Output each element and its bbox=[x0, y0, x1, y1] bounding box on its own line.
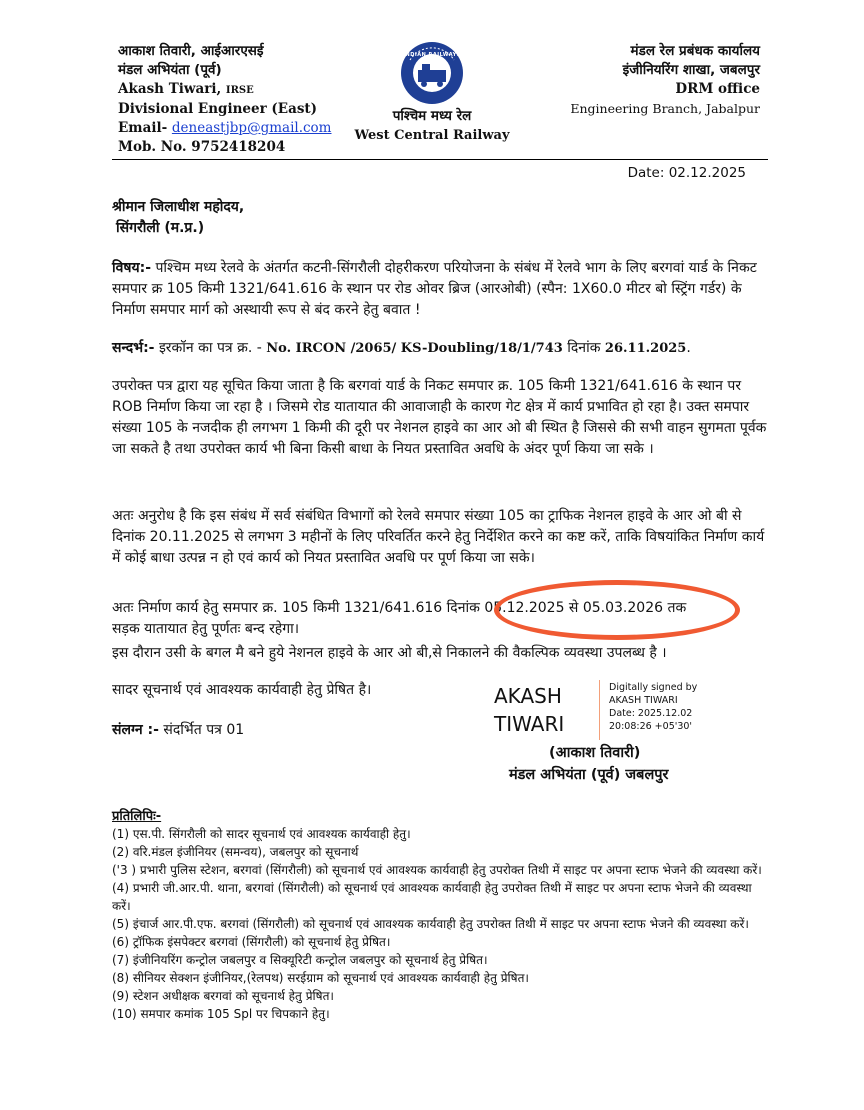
signature-name-line2: TIWARI bbox=[494, 712, 565, 736]
digital-sig-line: 20:08:26 +05'30' bbox=[609, 721, 693, 732]
subject-label: विषय:- bbox=[112, 260, 152, 276]
signature-name bbox=[494, 682, 564, 738]
digital-sig-line: Digitally signed by bbox=[609, 682, 698, 693]
reference-label: सन्दर्भ:- bbox=[112, 340, 155, 356]
reference-number: No. IRCON /2065/ KS-Doubling/18/1/743 bbox=[266, 341, 563, 356]
list-item: (4) प्रभारी जी.आर.पी. थाना, बरगवां (सिंगरौली) को सूचनार्थ एवं आवश्यक कार्यवाही हेतु उपरोक्त तिथी में साइट पर अपना स्टाफ भेजने की व्यवस्था करें। bbox=[112, 881, 752, 913]
indian-railways-logo bbox=[392, 40, 472, 106]
closure-dates: 05.12.2025 से 05.03.2026 तक bbox=[484, 600, 687, 616]
sender-block bbox=[118, 42, 332, 157]
sender-title-en: Divisional Engineer (East) bbox=[118, 101, 318, 117]
branch-name-en: Engineering Branch, Jabalpur bbox=[570, 101, 760, 116]
list-item: (5) इंचार्ज आर.पी.एफ. बरगवां (सिंगरौली) को सूचनार्थ एवं आवश्यक कार्यवाही हेतु उपरोक्त तिथी में साइट पर अपना स्टाफ भेजने की व्यवस्था करें। bbox=[112, 917, 749, 931]
sender-email: Email- deneastjbp@gmail.com bbox=[118, 120, 332, 136]
sender-title-hi: मंडल अभियंता (पूर्व) bbox=[118, 62, 222, 78]
list-item: (2) वरि.मंडल इंजीनियर (समन्वय), जबलपुर को सूचनार्थ bbox=[112, 845, 359, 859]
enclosure-label: संलग्न :- bbox=[112, 722, 159, 738]
body-paragraph-1: उपरोक्त पत्र द्वारा यह सूचित किया जाता है कि बरगवां यार्ड के निकट समपार क्र. 105 किमी 1321/641.616 के स्थान पर ROB निर्माण किया जा रहा है । जिसमे रोड यातायात की आवाजाही के कारण गेट क्षेत्र में कार्य प्रभावित हो रहा है। उक्त समपार संख्या 105 के नजदीक ही लगभग 1 किमी की दूरी पर नेशनल हाइवे का आर ओ बी स्थित है जिससे की सभी वाहन सुगमता पूर्वक जा सकते है तथा उपरोक्त कार्य भी बिना किसी बाधा के नियत प्रस्तावित अवधि के अंदर पूर्ण किया जा सके । bbox=[112, 378, 767, 457]
railway-emblem-icon bbox=[392, 40, 472, 106]
letter-date: Date: 02.12.2025 bbox=[627, 165, 746, 181]
digital-sig-line: Date: 2025.12.02 bbox=[609, 708, 693, 719]
list-item: (6) ट्रॉफिक इंसपेक्टर बरगवां (सिंगरौली) को सूचनार्थ हेतु प्रेषित। bbox=[112, 935, 391, 949]
signatory-title-hi: मंडल अभियंता (पूर्व) जबलपुर bbox=[509, 767, 669, 783]
closure-text-start: अतः निर्माण कार्य हेतु समपार क्र. 105 किमी 1321/641.616 दिनांक bbox=[112, 600, 480, 616]
org-name-hi: पश्चिम मध्य रेल bbox=[392, 108, 472, 124]
logo-text: INDIAN RAILWAYS bbox=[403, 52, 461, 58]
forwarding-line: सादर सूचनार्थ एवं आवश्यक कार्यवाही हेतु प्रेषित है। bbox=[112, 682, 372, 698]
list-item: (7) इंजीनियरिंग कन्ट्रोल जबलपुर व सिक्यूरिटी कन्ट्रोल जबलपुर को सूचनार्थ हेतु प्रेषित। bbox=[112, 953, 488, 967]
digital-signature-block bbox=[609, 681, 697, 733]
highlight-ring bbox=[494, 580, 740, 640]
list-item: (1) एस.पी. सिंगरौली को सादर सूचनार्थ एवं आवश्यक कार्यवाही हेतु। bbox=[112, 827, 411, 841]
subject-text: पश्चिम मध्य रेलवे के अंतर्गत कटनी-सिंगरौली दोहरीकरण परियोजना के संबंध में रेलवे भाग के लिए बरगवां यार्ड के निकट समपार क्र 105 किमी 1321/641.616 के स्थान पर रोड ओवर ब्रिज (आरओबी) (स्पैन: 1X60.0 मीटर बो स्ट्रिंग गर्डर) के निर्माण समपार मार्ग को अस्थायी रूप से बंद करने हेतु बवात ! bbox=[112, 260, 757, 318]
list-item: (8) सीनियर सेक्शन इंजीनियर,(रेलपथ) सरईग्राम को सूचनार्थ एवं आवश्यक कार्यवाही हेतु प्रेषित। bbox=[112, 971, 529, 985]
reference-date-label: दिनांक bbox=[567, 340, 601, 356]
header-divider bbox=[112, 159, 768, 160]
reference-date: 26.11.2025 bbox=[604, 341, 687, 356]
copies-list bbox=[112, 825, 772, 1023]
signatory-name-hi: (आकाश तिवारी) bbox=[549, 745, 641, 761]
enclosure-text: संदर्भित पत्र 01 bbox=[163, 722, 245, 738]
sender-name-hi: आकाश तिवारी, आईआरएसई bbox=[118, 43, 264, 59]
office-name-hi: मंडल रेल प्रबंधक कार्यालय bbox=[630, 43, 760, 59]
digital-sig-line: AKASH TIWARI bbox=[609, 695, 678, 706]
addressee-line1: श्रीमान जिलाधीश महोदय, bbox=[112, 199, 245, 215]
sender-name-en: Akash Tiwari, IRSE bbox=[118, 81, 254, 97]
signature-divider bbox=[599, 680, 600, 740]
email-link[interactable]: deneastjbp@gmail.com bbox=[171, 120, 332, 136]
addressee-line2: सिंगरौली (म.प्र.) bbox=[116, 220, 205, 236]
body-paragraph-2: अतः अनुरोध है कि इस संबंध में सर्व संबंधित विभागों को रेलवे समपार संख्या 105 का ट्राफिक नेशनल हाइवे के आर ओ बी से दिनांक 20.11.2025 से लगभग 3 महीनों के लिए परिवर्तित करने हेतु निर्देशित करने का कष्ट करें, ताकि विषयांकित निर्माण कार्य में कोई बाधा उत्पन्न न हो एवं कार्य को नियत प्रस्तावित अवधि पर पूर्ण किया जा सके। bbox=[112, 508, 765, 566]
signature-name-line1: AKASH bbox=[494, 684, 562, 708]
list-item: (9) स्टेशन अधीक्षक बरगवां को सूचनार्थ हेतु प्रेषित। bbox=[112, 989, 334, 1003]
sender-mobile: Mob. No. 9752418204 bbox=[118, 139, 286, 155]
office-block bbox=[570, 42, 760, 118]
closure-text-end: सड़क यातायात हेतु पूर्णतः बन्द रहेगा। bbox=[112, 621, 300, 637]
org-name-en: West Central Railway bbox=[354, 128, 510, 143]
list-item: ('3 ) प्रभारी पुलिस स्टेशन, बरगवां (सिंगरौली) को सूचनार्थ एवं आवश्यक कार्यवाही हेतु उपरोक्त तिथी में साइट पर अपना स्टाफ भेजने की व्यवस्था करें। bbox=[112, 863, 762, 877]
office-name-en: DRM office bbox=[675, 81, 760, 97]
addressee bbox=[112, 197, 244, 239]
list-item: (10) समपार कमांक 105 Spl पर चिपकाने हेतु। bbox=[112, 1007, 330, 1021]
reference-prefix: इरकॉन का पत्र क्र. - bbox=[158, 340, 262, 356]
body-paragraph-4: इस दौरान उसी के बगल मै बने हुये नेशनल हाइवे के आर ओ बी,से निकालने की वैकल्पिक व्यवस्था उपलब्ध है । bbox=[112, 645, 667, 661]
reference-suffix: . bbox=[686, 340, 691, 356]
copies-label: प्रतिलिपिः- bbox=[112, 809, 162, 824]
branch-name-hi: इंजीनियरिंग शाखा, जबलपुर bbox=[622, 62, 760, 78]
reference bbox=[112, 338, 768, 359]
subject bbox=[112, 258, 768, 321]
